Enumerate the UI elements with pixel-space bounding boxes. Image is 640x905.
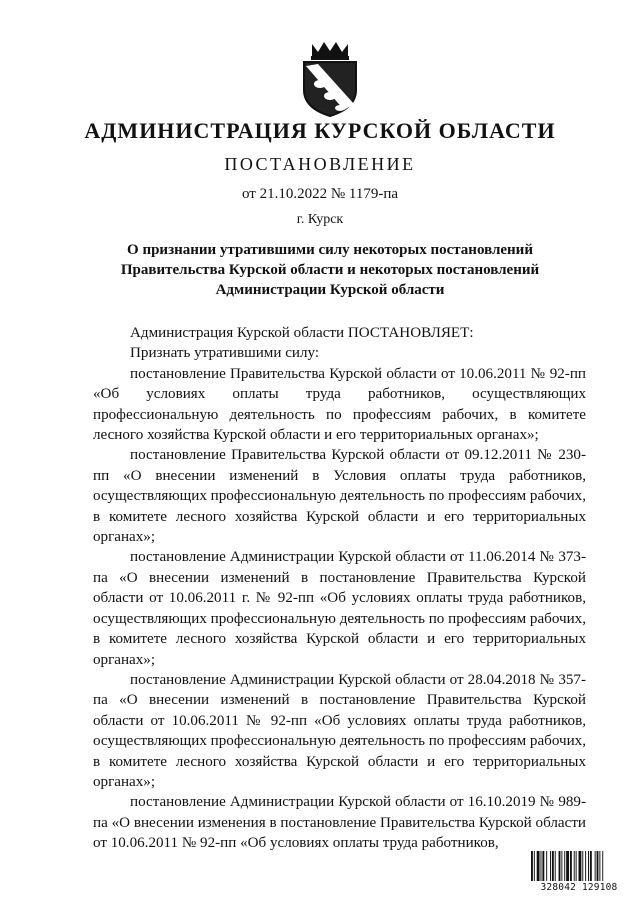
title-line: О признании утратившими силу некоторых постановлений [127, 242, 533, 258]
document-type: ПОСТАНОВЛЕНИЕ [224, 154, 416, 174]
document-body [93, 323, 586, 854]
document-title [90, 240, 570, 300]
body-paragraph: Признать утратившими силу: [130, 345, 320, 362]
body-paragraph: постановление Администрации Курской области от 16.10.2019 № 989-па «О внесении изменения в постановление Правительства Курской области от 10.06.2011 № 92-пп «Об условиях оплаты труда работников, [93, 794, 586, 852]
body-paragraph: Администрация Курской области ПОСТАНОВЛЯЕТ: [130, 325, 474, 341]
barcode-number: 328042 129108 [540, 882, 618, 893]
barcode-icon [531, 851, 627, 881]
coat-of-arms-icon [298, 40, 362, 118]
body-paragraph: постановление Правительства Курской области от 10.06.2011 № 92-пп «Об условиях оплаты труда работников, осуществляющих профессиональную деятельность по профессиям рабочих, в комитете лесного хозяйства Курской области и его территориальных органах»; [93, 365, 586, 444]
title-line: Администрации Курской области [215, 282, 445, 298]
title-line: Правительства Курской области и некоторых постановлений [120, 262, 540, 278]
organization-name: АДМИНИСТРАЦИЯ КУРСКОЙ ОБЛАСТИ [84, 118, 556, 143]
barcode [531, 851, 627, 897]
body-paragraph: постановление Администрации Курской области от 11.06.2014 № 373-па «О внесении изменений в постановление Правительства Курской области от 10.06.2011 г. № 92-пп «Об условиях оплаты труда работников, осуществляющих профессиональную деятельность по профессиям рабочих, в комитете лесного хозяйства Курской области и его территориальных органах»; [93, 549, 586, 668]
body-paragraph: постановление Правительства Курской области от 09.12.2011 № 230-пп «О внесении изменений в Условия оплаты труда работников, осуществляющих профессиональную деятельность по профессиям рабочих, в комитете лесного хозяйства Курской области и его территориальных органах»; [93, 447, 586, 546]
body-paragraph: постановление Администрации Курской области от 28.04.2018 № 357-па «О внесении изменений в постановление Правительства Курской области от 10.06.2011 № 92-пп «Об условиях оплаты труда работников, осуществляющих профессиональную деятельность по профессиям рабочих, в комитете лесного хозяйства Курской области и его территориальных органах»; [93, 671, 586, 790]
city-name: г. Курск [296, 212, 344, 227]
document-number: от 21.10.2022 № 1179-па [241, 186, 399, 202]
